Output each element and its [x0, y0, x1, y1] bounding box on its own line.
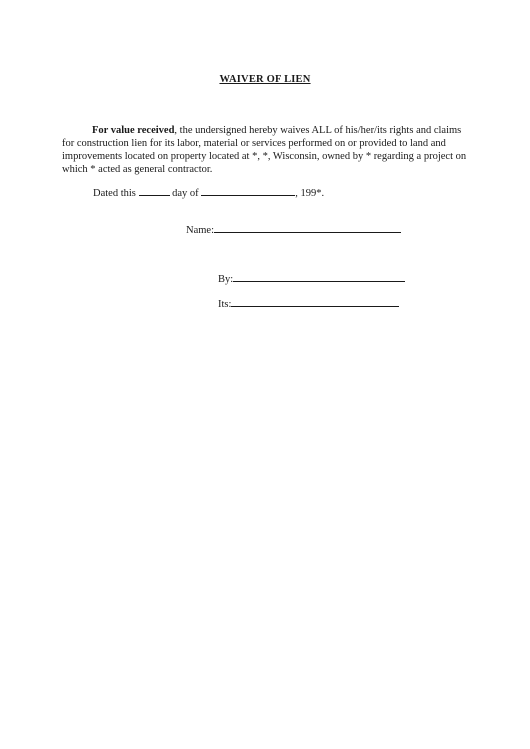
dated-prefix: Dated this — [93, 188, 136, 199]
dated-suffix: , 199*. — [295, 188, 325, 199]
document-title: WAIVER OF LIEN — [219, 74, 311, 85]
month-blank — [201, 185, 295, 196]
by-signature-line — [218, 271, 405, 285]
day-blank — [139, 185, 170, 196]
paragraph-lead: For value received — [92, 125, 175, 136]
its-signature-line — [218, 296, 399, 310]
name-label: Name: — [186, 225, 214, 236]
its-blank — [231, 296, 399, 307]
waiver-paragraph — [62, 124, 474, 176]
by-label: By: — [218, 274, 234, 285]
paragraph-text: , the undersigned hereby waives ALL of his/her/its rights and claims for construction lien for its labor, material or services performed on or provided to land and improvements located on property located at *, *, Wisconsin, owned by * regarding a project on which * acted as general contractor. — [62, 125, 467, 175]
its-label: Its: — [218, 299, 232, 310]
name-blank — [214, 222, 401, 233]
dated-line — [93, 185, 324, 199]
name-signature-line — [186, 222, 401, 236]
by-blank — [233, 271, 405, 282]
dated-middle: day of — [172, 188, 199, 199]
